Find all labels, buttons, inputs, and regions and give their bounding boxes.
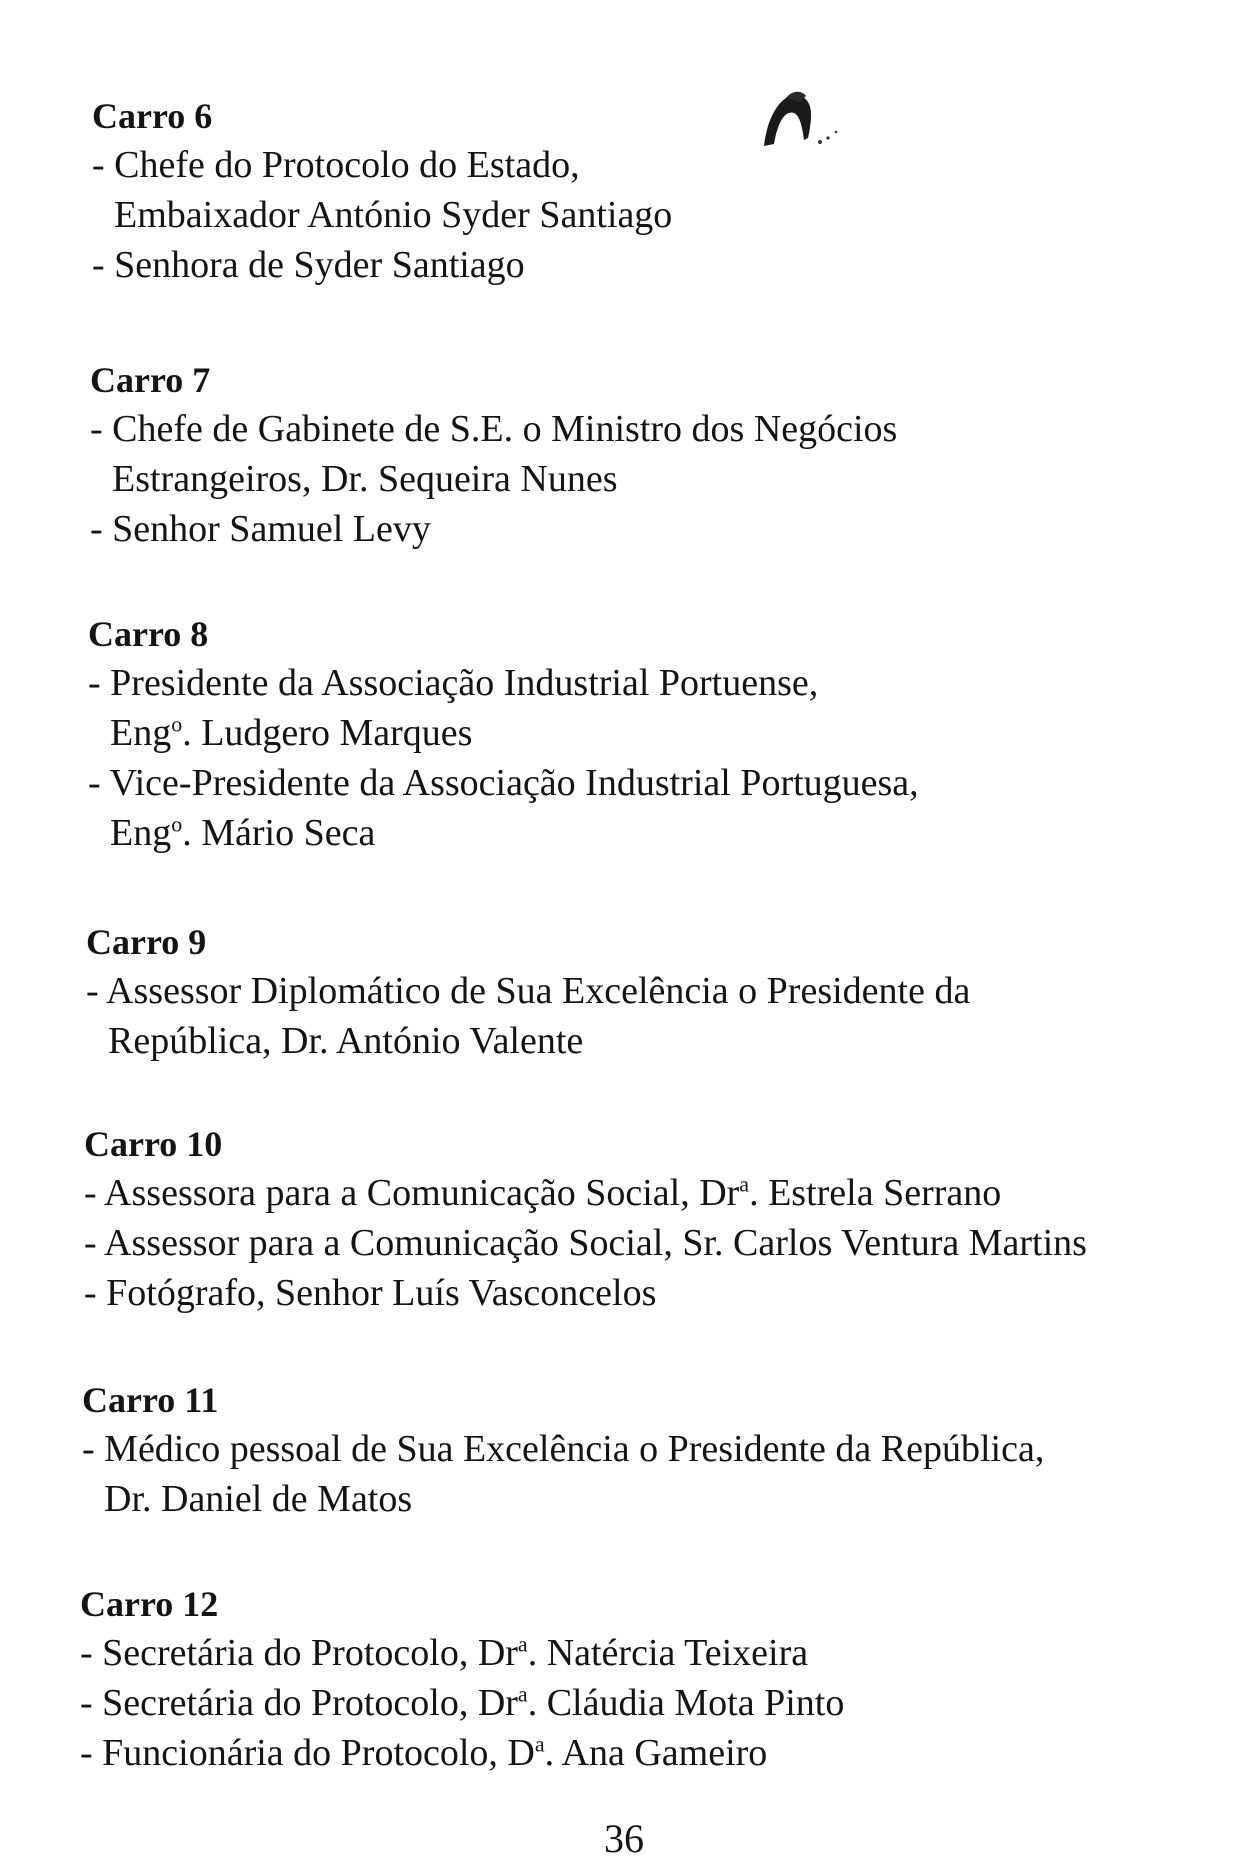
section-carro-10 bbox=[84, 1120, 1248, 1318]
line-text: Eng bbox=[110, 812, 172, 854]
section-heading: Carro 6 bbox=[92, 96, 213, 136]
list-item: - Assessor Diplomático de Sua Excelência o Presidente da bbox=[86, 970, 971, 1012]
superscript: a bbox=[534, 1731, 545, 1757]
list-item bbox=[80, 1628, 1248, 1678]
list-item-continuation bbox=[88, 808, 1248, 858]
superscript: a bbox=[517, 1681, 528, 1707]
line-text: . Estrela Serrano bbox=[749, 1172, 1002, 1214]
section-carro-6 bbox=[92, 92, 1248, 290]
line-text: . Ludgero Marques bbox=[182, 712, 473, 754]
line-text: - Secretária do Protocolo, Dr bbox=[80, 1682, 518, 1724]
section-carro-12 bbox=[80, 1580, 1248, 1778]
list-item-continuation: Dr. Daniel de Matos bbox=[104, 1478, 413, 1520]
list-item: - Chefe de Gabinete de S.E. o Ministro dos Negócios bbox=[90, 408, 898, 450]
list-item: - Vice-Presidente da Associação Industrial Portuguesa, bbox=[88, 762, 919, 804]
list-item bbox=[84, 1168, 1248, 1218]
line-text: . Ana Gameiro bbox=[544, 1732, 768, 1774]
section-heading: Carro 11 bbox=[82, 1380, 219, 1420]
section-heading: Carro 7 bbox=[90, 360, 211, 400]
line-text: . Mário Seca bbox=[182, 812, 376, 854]
list-item bbox=[80, 1678, 1248, 1728]
section-heading: Carro 8 bbox=[88, 614, 209, 654]
line-text: - Secretária do Protocolo, Dr bbox=[80, 1632, 518, 1674]
list-item: - Assessor para a Comunicação Social, Sr. Carlos Ventura Martins bbox=[84, 1222, 1087, 1264]
superscript: a bbox=[739, 1171, 750, 1197]
superscript: o bbox=[171, 811, 183, 837]
list-item-continuation: Embaixador António Syder Santiago bbox=[114, 194, 673, 236]
list-item bbox=[80, 1728, 1248, 1778]
list-item: - Senhora de Syder Santiago bbox=[92, 244, 525, 286]
superscript: o bbox=[171, 711, 183, 737]
superscript: a bbox=[517, 1631, 528, 1657]
section-carro-8 bbox=[88, 610, 1248, 858]
list-item: - Senhor Samuel Levy bbox=[90, 508, 431, 550]
line-text: . Cláudia Mota Pinto bbox=[527, 1682, 845, 1724]
list-item-continuation: Estrangeiros, Dr. Sequeira Nunes bbox=[112, 458, 618, 500]
list-item: - Presidente da Associação Industrial Portuense, bbox=[88, 662, 819, 704]
section-heading: Carro 12 bbox=[80, 1584, 219, 1624]
line-text: Eng bbox=[110, 712, 172, 754]
list-item: - Médico pessoal de Sua Excelência o Presidente da República, bbox=[82, 1428, 1045, 1470]
section-heading: Carro 9 bbox=[86, 922, 207, 962]
list-item: - Chefe do Protocolo do Estado, bbox=[92, 144, 580, 186]
section-carro-9 bbox=[86, 918, 1248, 1066]
line-text: - Funcionária do Protocolo, D bbox=[80, 1732, 535, 1774]
page-number: 36 bbox=[604, 1816, 644, 1861]
section-carro-11 bbox=[82, 1376, 1248, 1524]
line-text: . Natércia Teixeira bbox=[527, 1632, 809, 1674]
list-item-continuation: República, Dr. António Valente bbox=[108, 1020, 584, 1062]
list-item-continuation bbox=[88, 708, 1248, 758]
section-carro-7 bbox=[90, 356, 1248, 554]
line-text: - Assessora para a Comunicação Social, Dr bbox=[84, 1172, 740, 1214]
section-heading: Carro 10 bbox=[84, 1124, 223, 1164]
list-item: - Fotógrafo, Senhor Luís Vasconcelos bbox=[84, 1272, 657, 1314]
